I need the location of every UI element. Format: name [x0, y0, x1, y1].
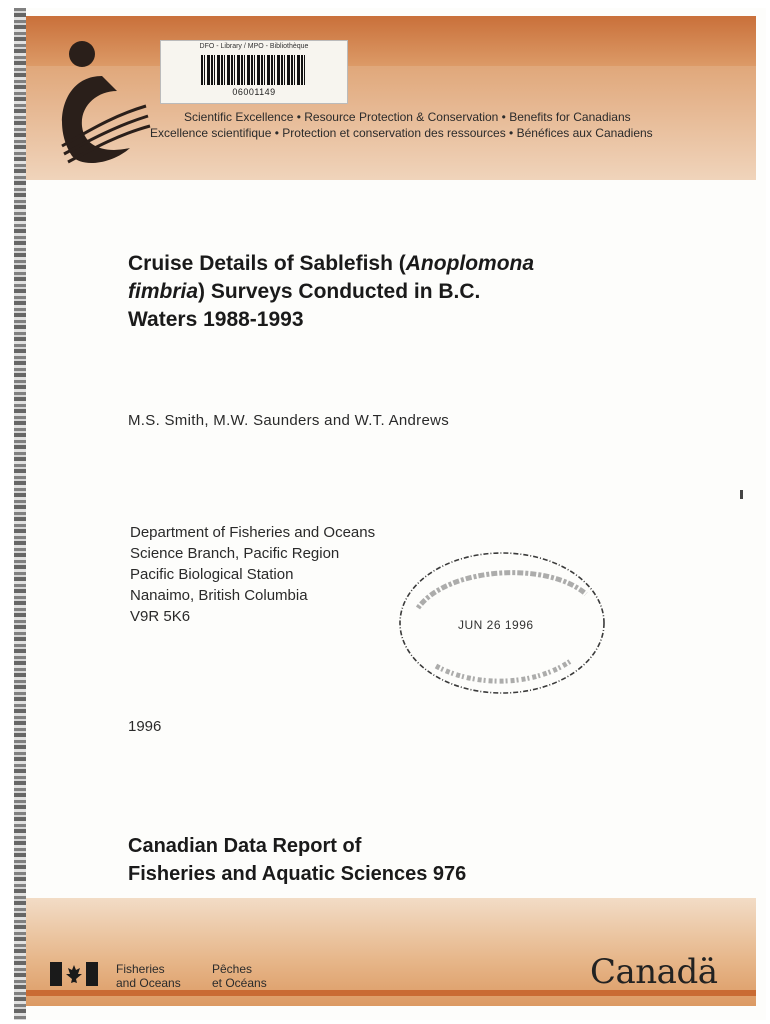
library-barcode-label — [160, 40, 348, 104]
dept-fr-line-1: Pêches — [212, 962, 253, 976]
title-italic-species: fimbria — [128, 280, 199, 303]
title-part-2: ) Surveys Conducted in B.C. — [198, 280, 481, 303]
title-italic-genus: Anoplomona — [405, 252, 535, 275]
address-block — [130, 522, 375, 627]
scanned-spine-edge — [14, 8, 26, 1020]
report-series — [128, 832, 466, 888]
report-title — [128, 250, 588, 334]
address-line: Science Branch, Pacific Region — [130, 545, 340, 562]
motto-english: Scientific Excellence • Resource Protection & Conservation • Benefits for Canadians — [184, 110, 631, 124]
stamp-date: JUN 26 1996 — [458, 618, 534, 632]
series-line-2: Fisheries and Aquatic Sciences 976 — [128, 863, 467, 885]
scan-speck — [740, 490, 743, 499]
address-line: Pacific Biological Station — [130, 566, 294, 583]
barcode-number: 06001149 — [232, 87, 276, 97]
title-part-1: Cruise Details of Sablefish ( — [128, 252, 406, 275]
motto-french: Excellence scientifique • Protection et conservation des ressources • Bénéfices aux Canadiens — [150, 126, 653, 140]
address-line: V9R 5K6 — [130, 608, 191, 625]
barcode-icon — [201, 55, 307, 85]
publication-year: 1996 — [128, 718, 162, 735]
address-line: Department of Fisheries and Oceans — [130, 524, 376, 541]
title-line-3: Waters 1988-1993 — [128, 308, 304, 331]
canada-wordmark: Canadä — [590, 952, 718, 992]
authors: M.S. Smith, M.W. Saunders and W.T. Andrews — [128, 412, 450, 429]
dept-fr-line-2: et Océans — [212, 976, 267, 990]
department-name-english — [116, 962, 181, 990]
dept-en-line-1: Fisheries — [116, 962, 165, 976]
dept-en-line-2: and Oceans — [116, 976, 181, 990]
department-name-french — [212, 962, 267, 990]
series-line-1: Canadian Data Report of — [128, 835, 362, 857]
library-label: DFO - Library / MPO - Bibliothèque — [199, 43, 309, 50]
address-line: Nanaimo, British Columbia — [130, 587, 308, 604]
dfo-logo-icon — [42, 36, 152, 166]
canada-flag-icon — [50, 962, 98, 986]
